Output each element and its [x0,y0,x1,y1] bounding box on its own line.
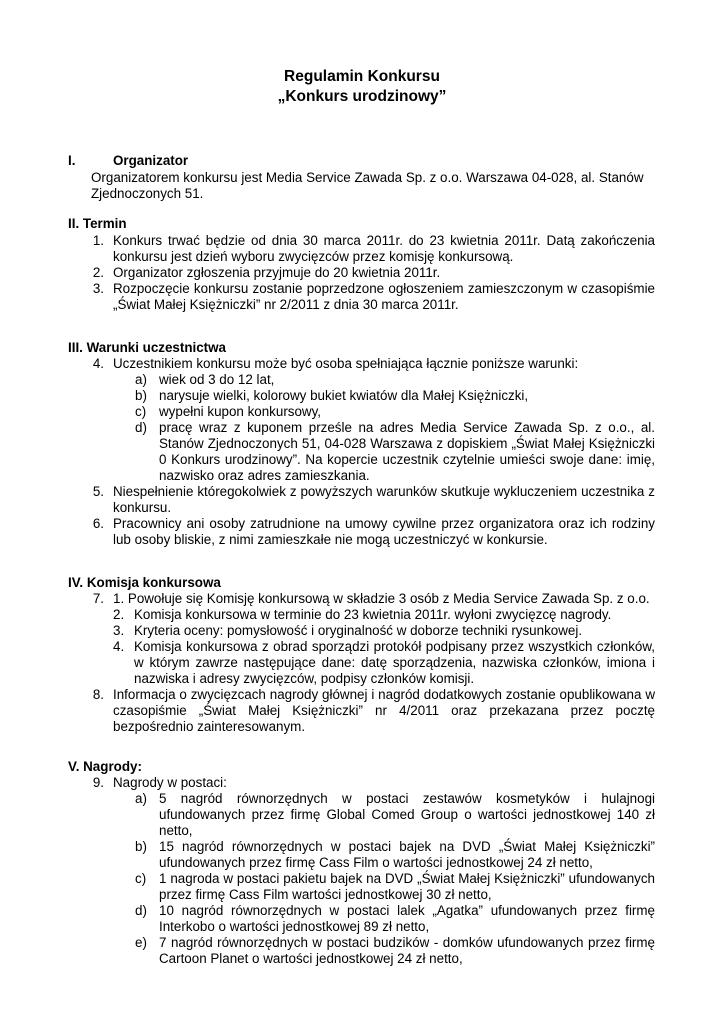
sublist-item-text: ufundowanych przez firmę Cass Film o wartości jednostkowej 24 zł netto, [159,855,593,870]
sublist-letter: c) [135,871,147,886]
sublist-item-text: narysuje wielki, kolorowy bukiet kwiatów dla Małej Księżniczki, [159,388,529,403]
list-number: 9. [92,775,104,790]
section-1-heading: Organizator [113,153,189,168]
list-item-text: Uczestnikiem konkursu może być osoba spełniająca łącznie poniższe warunki: [113,356,579,371]
sublist-item-text: wiek od 3 do 12 lat, [159,372,275,387]
list-number: 1. [92,233,104,248]
list-item-text: Konkurs trwać będzie od dnia 30 marca 2011r. do 23 kwietnia 2011r. Datą zakończenia [113,233,655,248]
sublist-letter: c) [135,404,147,419]
list-item-text: 1. Powołuje się Komisję konkursową w składzie 3 osób z Media Service Zawada Sp. z o.o. [113,591,650,606]
list-item-text: lub osoby bliskie, z nimi zamieszkałe nie mogą uczestniczyć w konkursie. [113,532,548,547]
sublist-item-text: Interkobo o wartości jednostkowej 89 zł netto, [159,919,430,934]
list-number: 4. [92,356,104,371]
sublist-item-text: Kryteria oceny: pomysłowość i oryginalność w doborze techniki rysunkowej. [134,623,583,638]
doc-title: Regulamin Konkursu [284,68,440,85]
section-1-number: I. [68,153,76,168]
sublist-item-text: 15 nagród równorzędnych w postaci bajek na DVD „Świat Małej Księżniczki” [159,839,655,854]
section-3-heading: III. Warunki uczestnictwa [68,340,226,355]
list-number: 5. [92,484,104,499]
list-item-text: konkursu. [113,500,172,515]
sublist-item-text: przez firmę Cass Film wartości jednostkowej 30 zł netto, [159,887,492,902]
section-1-text: Organizatorem konkursu jest Media Service Zawada Sp. z o.o. Warszawa 04-028, al. Stanów [91,170,644,185]
sublist-item-text: w którym zawrze następujące dane: datę sporządzenia, nazwiska członków, imiona i [134,655,655,670]
doc-subtitle: „Konkurs urodzinowy” [277,88,447,105]
list-item-text: Rozpoczęcie konkursu zostanie poprzedzone ogłoszeniem zamieszczonym w czasopiśmie [113,281,655,296]
section-2-heading: II. Termin [68,216,127,231]
sublist-item-text: 0 Konkurs urodzinowy”. Na kopercie uczestnik czytelnie umieści swoje dane: imię, [159,452,655,467]
sublist-item-text: Stanów Zjednoczonych 51, 04-028 Warszawa z dopiskiem „Świat Małej Księżniczki [159,436,655,451]
list-item-text: Niespełnienie któregokolwiek z powyższych warunków skutkuje wykluczeniem uczestnika z [113,484,655,499]
list-item-text: konkursu jest dzień wyboru zwycięzców przez komisję konkursową. [113,249,514,264]
sublist-item-text: ufundowanych przez firmę Global Comed Group o wartości jednostkowej 140 zł [159,807,655,822]
list-item-text: Nagrody w postaci: [113,775,227,790]
sublist-item-text: Komisja konkursowa z obrad sporządzi protokół podpisany przez wszystkich członków, [134,639,655,654]
sublist-item-text: nazwisko oraz adres zamieszkania. [159,468,370,483]
sublist-number: 2. [113,607,125,622]
list-item-text: Pracownicy ani osoby zatrudnione na umowy cywilne przez organizatora oraz ich rodziny [113,516,655,531]
sublist-letter: a) [135,372,147,387]
list-number: 7. [92,591,104,606]
sublist-letter: e) [135,935,147,950]
list-number: 8. [92,687,104,702]
list-item-text: Organizator zgłoszenia przyjmuje do 20 kwietnia 2011r. [113,265,441,280]
list-item-text: czasopiśmie „Świat Małej Księżniczki” nr 4/2011 oraz przekazana przez pocztę [113,703,655,718]
sublist-item-text: 1 nagroda w postaci pakietu bajek na DVD „Świat Małej Księżniczki” ufundowanych [159,871,655,886]
sublist-number: 3. [113,623,125,638]
list-item-text: bezpośrednio zainteresowanym. [113,719,306,734]
sublist-item-text: Komisja konkursowa w terminie do 23 kwietnia 2011r. wyłoni zwycięzcę nagrody. [134,607,612,622]
sublist-item-text: pracę wraz z kuponem prześle na adres Media Service Zawada Sp. z o.o., al. [159,420,655,435]
sublist-item-text: Cartoon Planet o wartości jednostkowej 24 zł netto, [159,951,463,966]
sublist-letter: a) [135,791,147,806]
sublist-letter: d) [135,420,147,435]
sublist-item-text: netto, [159,823,193,838]
sublist-item-text: 7 nagród równorzędnych w postaci budzików - domków ufundowanych przez firmę [159,935,655,950]
list-number: 3. [92,281,104,296]
section-5-heading: V. Nagrody: [68,759,142,774]
list-item-text: Informacja o zwycięzcach nagrody głównej i nagród dodatkowych zostanie opublikowana w [113,687,655,702]
sublist-item-text: 10 nagród równorzędnych w postaci lalek „Agatka” ufundowanych przez firmę [159,903,655,918]
list-item-text: „Świat Małej Księżniczki” nr 2/2011 z dnia 30 marca 2011r. [113,297,459,312]
sublist-letter: b) [135,388,147,403]
sublist-item-text: nazwiska i adresy zwycięzców, podpisy członków komisji. [134,671,475,686]
sublist-letter: b) [135,839,147,854]
sublist-item-text: 5 nagród równorzędnych w postaci zestawów kosmetyków i hulajnogi [159,791,655,806]
sublist-item-text: wypełni kupon konkursowy, [159,404,322,419]
list-number: 2. [92,265,104,280]
list-number: 6. [92,516,104,531]
sublist-letter: d) [135,903,147,918]
section-4-heading: IV. Komisja konkursowa [68,575,221,590]
section-1-text: Zjednoczonych 51. [91,186,204,201]
sublist-number: 4. [113,639,125,654]
